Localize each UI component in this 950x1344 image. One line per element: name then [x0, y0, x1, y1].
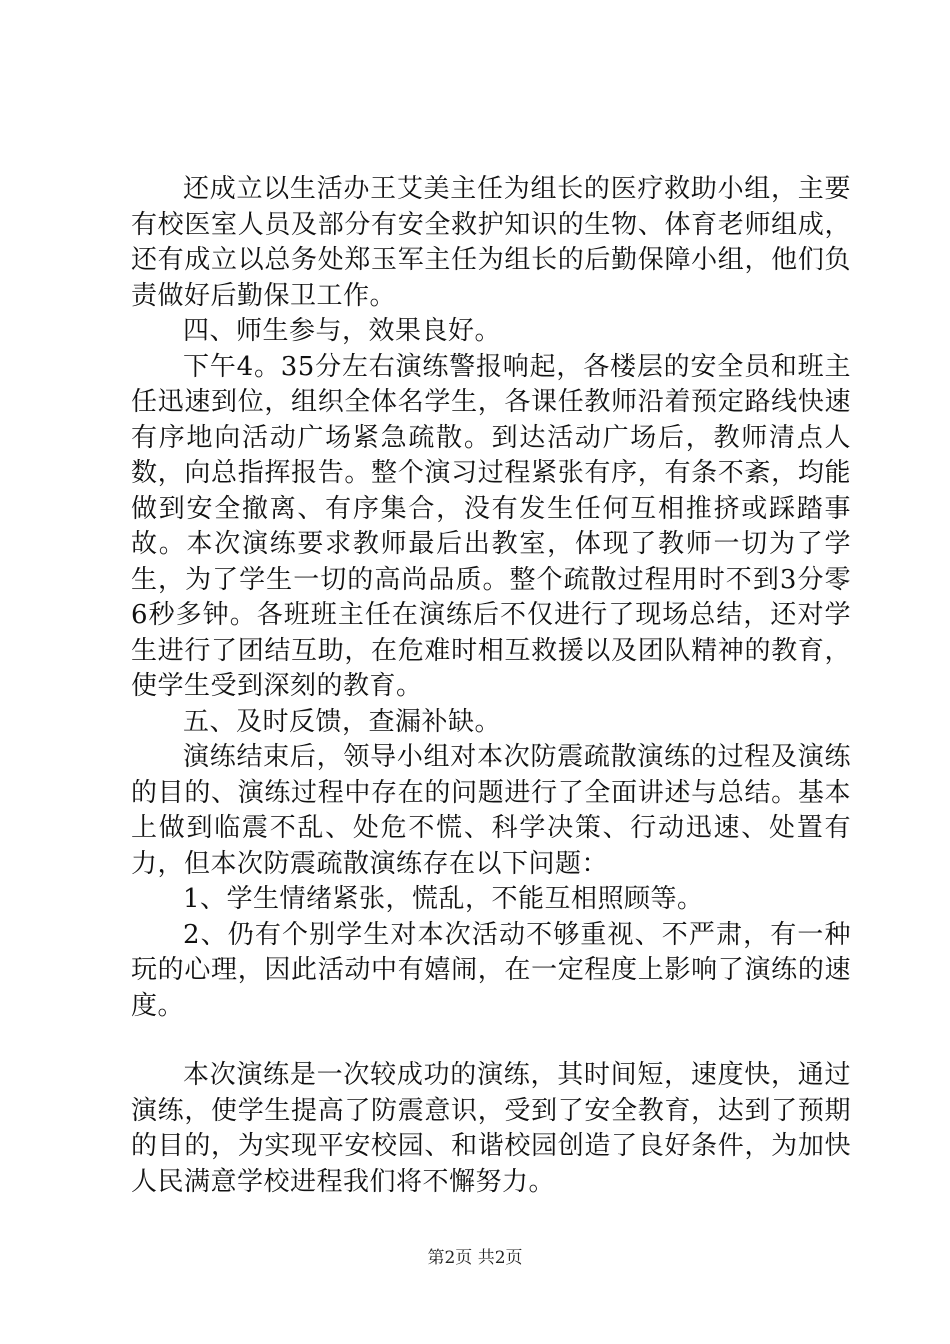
document-body: [131, 172, 851, 1200]
paragraph-conclusion: 本次演练是一次较成功的演练，其时间短，速度快，通过演练，使学生提高了防震意识，受到了安全教育，达到了预期的目的，为实现平安校园、和谐校园创造了良好条件，为加快人民满意学校进程我们将不懈努力。: [131, 1060, 851, 1197]
list-item-issue-1: 1、学生情绪紧张，慌乱，不能互相照顾等。: [183, 884, 704, 914]
paragraph-medical-team: 还成立以生活办王艾美主任为组长的医疗救助小组，主要有校医室人员及部分有安全救护知识的生物、体育老师组成，还有成立以总务处郑玉军主任为组长的后勤保障小组，他们负责做好后勤保卫工作。: [131, 174, 851, 311]
paragraph-drill-process: 下午4。35分左右演练警报响起，各楼层的安全员和班主任迅速到位，组织全体名学生，各课任教师沿着预定路线快速有序地向活动广场紧急疏散。到达活动广场后，教师清点人数，向总指挥报告。整个演习过程紧张有序，有条不紊，均能做到安全撤离、有序集合，没有发生任何互相推挤或踩踏事故。本次演练要求教师最后出教室，体现了教师一切为了学生，为了学生一切的高尚品质。整个疏散过程用时不到3分零6秒多钟。各班班主任在演练后不仅进行了现场总结，还对学生进行了团结互助，在危难时相互救援以及团队精神的教育，使学生受到深刻的教育。: [131, 351, 851, 701]
list-item-issue-2: 2、仍有个别学生对本次活动不够重视、不严肃，有一种玩的心理，因此活动中有嬉闹，在一定程度上影响了演练的速度。: [131, 919, 851, 1021]
paragraph-drill-summary: 演练结束后，领导小组对本次防震疏散演练的过程及演练的目的、演练过程中存在的问题进行了全面讲述与总结。基本上做到临震不乱、处危不慌、科学决策、行动迅速、处置有力，但本次防震疏散演练存在以下问题：: [131, 742, 851, 879]
page-number-footer: 第2页 共2页: [427, 1248, 523, 1268]
paragraph-spacer: [131, 1024, 851, 1058]
heading-section-four: 四、师生参与，效果良好。: [183, 316, 502, 346]
heading-section-five: 五、及时反馈，查漏补缺。: [183, 706, 502, 737]
